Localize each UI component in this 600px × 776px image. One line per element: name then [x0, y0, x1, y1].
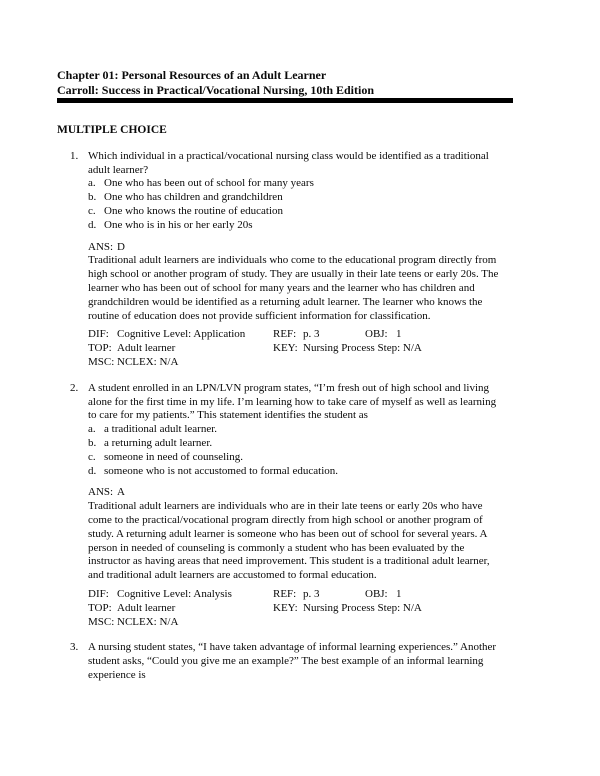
question-body [87, 150, 502, 370]
question-meta [88, 328, 502, 369]
meta-row-msc [88, 356, 502, 370]
option-text: One who is in his or her early 20s [104, 218, 253, 231]
question-body [87, 382, 502, 630]
key-label: KEY: [273, 601, 298, 614]
option-row [88, 437, 502, 451]
option-letter: b. [88, 436, 97, 449]
ref-label: REF: [273, 587, 297, 600]
meta-row-top [88, 602, 502, 616]
option-text: One who has been out of school for many years [104, 177, 314, 190]
option-letter: a. [88, 423, 96, 436]
option-row [88, 219, 502, 233]
chapter-title: Chapter 01: Personal Resources of an Adult Learner [57, 68, 327, 82]
question-body [87, 641, 502, 682]
question-number: 3. [70, 641, 79, 654]
obj-label: OBJ: [365, 328, 388, 341]
option-text: someone in need of counseling. [104, 450, 243, 463]
msc-label: MSC: [88, 355, 115, 368]
rationale-text: Traditional adult learners are individuals who are in their late teens or early 20s who have come to the practical/vocational program directly from high school or another program of study. A returning adult learner is someone who has been out of school for several years. A person in needed of counseling is commonly a student who has been evaluated by the instructor as having areas that need improvement. This student is a traditional adult learner, and traditional adult learners are accustomed to formal education. [88, 500, 490, 582]
ref-value: p. 3 [303, 328, 320, 341]
option-text: a returning adult learner. [104, 436, 213, 449]
document-header [57, 68, 513, 103]
answer-line [88, 241, 502, 255]
option-text: One who knows the routine of education [104, 204, 284, 217]
option-row [88, 451, 502, 465]
answer-value: A [117, 486, 125, 499]
dif-value: Cognitive Level: Analysis [117, 587, 232, 600]
book-title: Carroll: Success in Practical/Vocational Nursing, 10th Edition [57, 82, 375, 97]
option-letter: c. [88, 204, 96, 217]
key-value: Nursing Process Step: N/A [303, 601, 422, 614]
option-letter: c. [88, 450, 96, 463]
option-row [88, 465, 502, 479]
option-row [88, 423, 502, 437]
answer-label: ANS: [88, 240, 114, 253]
option-letter: d. [88, 218, 97, 231]
section-title: MULTIPLE CHOICE [57, 124, 167, 136]
option-row [88, 191, 502, 205]
key-value: Nursing Process Step: N/A [303, 342, 422, 355]
meta-row-top [88, 342, 502, 356]
answer-value: D [117, 240, 125, 253]
ref-label: REF: [273, 328, 297, 341]
meta-row-dif [88, 328, 502, 342]
option-row [88, 205, 502, 219]
question-stem: Which individual in a practical/vocational nursing class would be identified as a traditional adult learner? [88, 149, 489, 176]
msc-value: NCLEX: N/A [117, 355, 179, 368]
option-text: a traditional adult learner. [104, 423, 218, 436]
obj-label: OBJ: [365, 587, 388, 600]
question-number: 1. [70, 149, 79, 162]
option-row [88, 177, 502, 191]
meta-row-msc [88, 616, 502, 630]
dif-value: Cognitive Level: Application [117, 328, 246, 341]
question-number: 2. [70, 381, 79, 394]
top-value: Adult learner [117, 601, 176, 614]
top-value: Adult learner [117, 342, 176, 355]
top-label: TOP: [88, 601, 112, 614]
option-letter: a. [88, 177, 96, 190]
question-stem: A student enrolled in an LPN/LVN program states, “I’m fresh out of high school and living alone for the first time in my life. I’m learning how to take care of myself as well as learning to care for my patients.” This statement identifies the student as [88, 381, 497, 422]
rationale-text: Traditional adult learners are individuals who come to the educational program directly from high school or another program of study. They are usually in their late teens or early 20s. The learner who has been out of school for many years and the learner who has children and grandchildren would be identified as a returning adult learner. The learner who knows the routine of education does not provide sufficient information for classification. [88, 254, 499, 322]
answer-line [88, 486, 502, 500]
question-2 [57, 382, 513, 630]
question-1 [57, 150, 513, 370]
key-label: KEY: [273, 342, 298, 355]
option-text: someone who is not accustomed to formal education. [104, 464, 338, 477]
msc-label: MSC: [88, 615, 115, 628]
dif-label: DIF: [88, 587, 109, 600]
dif-label: DIF: [88, 328, 109, 341]
question-3 [57, 641, 513, 682]
document-content [57, 68, 513, 683]
question-meta [88, 588, 502, 629]
option-letter: b. [88, 191, 97, 204]
obj-value: 1 [396, 587, 402, 600]
meta-row-dif [88, 588, 502, 602]
option-text: One who has children and grandchildren [104, 191, 283, 204]
top-label: TOP: [88, 342, 112, 355]
option-letter: d. [88, 464, 97, 477]
answer-label: ANS: [88, 486, 114, 499]
obj-value: 1 [396, 328, 402, 341]
msc-value: NCLEX: N/A [117, 615, 179, 628]
ref-value: p. 3 [303, 587, 320, 600]
question-stem: A nursing student states, “I have taken advantage of informal learning experiences.” Another student asks, “Could you give me an example?” The best example of an informal learning experience is [88, 641, 497, 681]
